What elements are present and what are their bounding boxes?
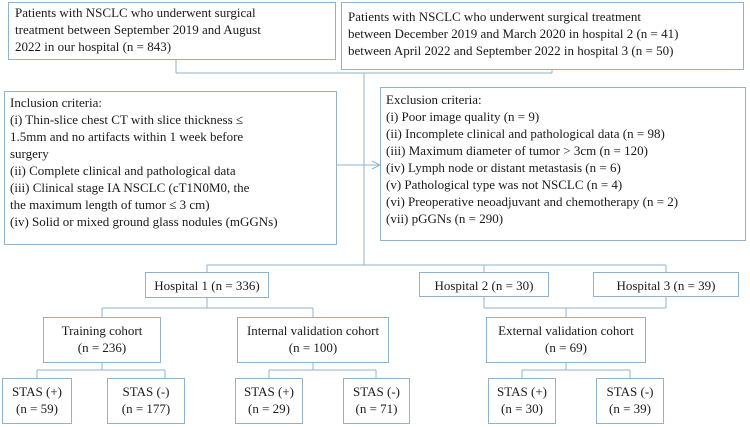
exclusion-item: (vii) pGGNs (n = 290)	[386, 211, 504, 226]
stas-label: STAS (+)	[497, 384, 547, 399]
exclusion-title: Exclusion criteria:	[386, 92, 482, 107]
cohort-name: External validation cohort	[498, 323, 634, 338]
hospital3-label: Hospital 3 (n = 39)	[616, 278, 716, 293]
hospital1-label: Hospital 1 (n = 336)	[154, 278, 260, 293]
training-stas-positive-box	[2, 378, 72, 424]
source-text: between December 2019 and March 2020 in hospital 2 (n = 41)	[348, 26, 679, 41]
exclusion-item: (iv) Lymph node or distant metastasis (n = 6)	[386, 160, 621, 175]
exclusion-item: (vi) Preoperative neoadjuvant and chemotherapy (n = 2)	[386, 194, 679, 209]
hospital3-box	[593, 272, 739, 297]
inclusion-item: (iii) Clinical stage IA NSCLC (cT1N0M0, the	[10, 180, 250, 195]
cohort-name: Training cohort	[61, 323, 143, 338]
source-text: 2022 in our hospital (n = 843)	[15, 39, 172, 54]
hospital2-label: Hospital 2 (n = 30)	[434, 278, 534, 293]
internal-stas-negative-box	[343, 378, 410, 424]
external-stas-positive-box	[488, 378, 556, 424]
external-validation-box	[486, 317, 646, 363]
inclusion-item: 1.5mm and no artifacts within 1 week before	[10, 129, 244, 144]
hospital1-box	[145, 272, 269, 298]
inclusion-title: Inclusion criteria:	[10, 95, 103, 110]
stas-count: (n = 29)	[248, 401, 290, 416]
stas-label: STAS (-)	[606, 384, 654, 399]
inclusion-item: surgery	[10, 146, 49, 161]
inclusion-item: (iv) Solid or mixed ground glass nodules (mGGNs)	[10, 214, 278, 229]
stas-count: (n = 30)	[501, 401, 543, 416]
source-text: between April 2022 and September 2022 in hospital 3 (n = 50)	[348, 43, 674, 58]
stas-count: (n = 71)	[355, 401, 398, 416]
inclusion-criteria-box	[4, 91, 337, 245]
internal-stas-positive-box	[235, 378, 303, 424]
internal-validation-box	[237, 317, 389, 363]
source-box-hospital23	[341, 2, 744, 70]
stas-label: STAS (-)	[122, 384, 170, 399]
source-box-hospital1	[8, 2, 336, 60]
stas-label: STAS (-)	[353, 384, 400, 399]
source-text: Patients with NSCLC who underwent surgical treatment	[348, 9, 641, 24]
stas-count: (n = 59)	[16, 401, 58, 416]
exclusion-criteria-box	[380, 87, 746, 241]
cohort-count: (n = 69)	[545, 340, 587, 355]
inclusion-item: the maximum length of tumor ≤ 3 cm)	[10, 197, 210, 212]
source-text: Patients with NSCLC who underwent surgical	[15, 5, 256, 20]
source-text: treatment between September 2019 and August	[15, 22, 261, 37]
training-stas-negative-box	[107, 378, 185, 424]
exclusion-item: (i) Poor image quality (n = 9)	[386, 109, 540, 124]
stas-count: (n = 39)	[609, 401, 651, 416]
training-cohort-box	[43, 317, 161, 363]
exclusion-item: (ii) Incomplete clinical and pathological data (n = 98)	[386, 126, 665, 141]
cohort-count: (n = 100)	[288, 340, 338, 355]
stas-label: STAS (+)	[12, 384, 62, 399]
cohort-count: (n = 236)	[77, 340, 127, 355]
inclusion-item: (ii) Complete clinical and pathological data	[10, 163, 236, 178]
exclusion-item: (iii) Maximum diameter of tumor > 3cm (n = 120)	[386, 143, 648, 158]
inclusion-item: (i) Thin-slice chest CT with slice thickness ≤	[10, 112, 244, 127]
exclusion-item: (v) Pathological type was not NSCLC (n = 4)	[386, 177, 623, 192]
external-stas-negative-box	[596, 378, 664, 424]
hospital2-box	[419, 272, 549, 297]
cohort-name: Internal validation cohort	[246, 323, 380, 338]
stas-label: STAS (+)	[244, 384, 294, 399]
stas-count: (n = 177)	[121, 401, 171, 416]
